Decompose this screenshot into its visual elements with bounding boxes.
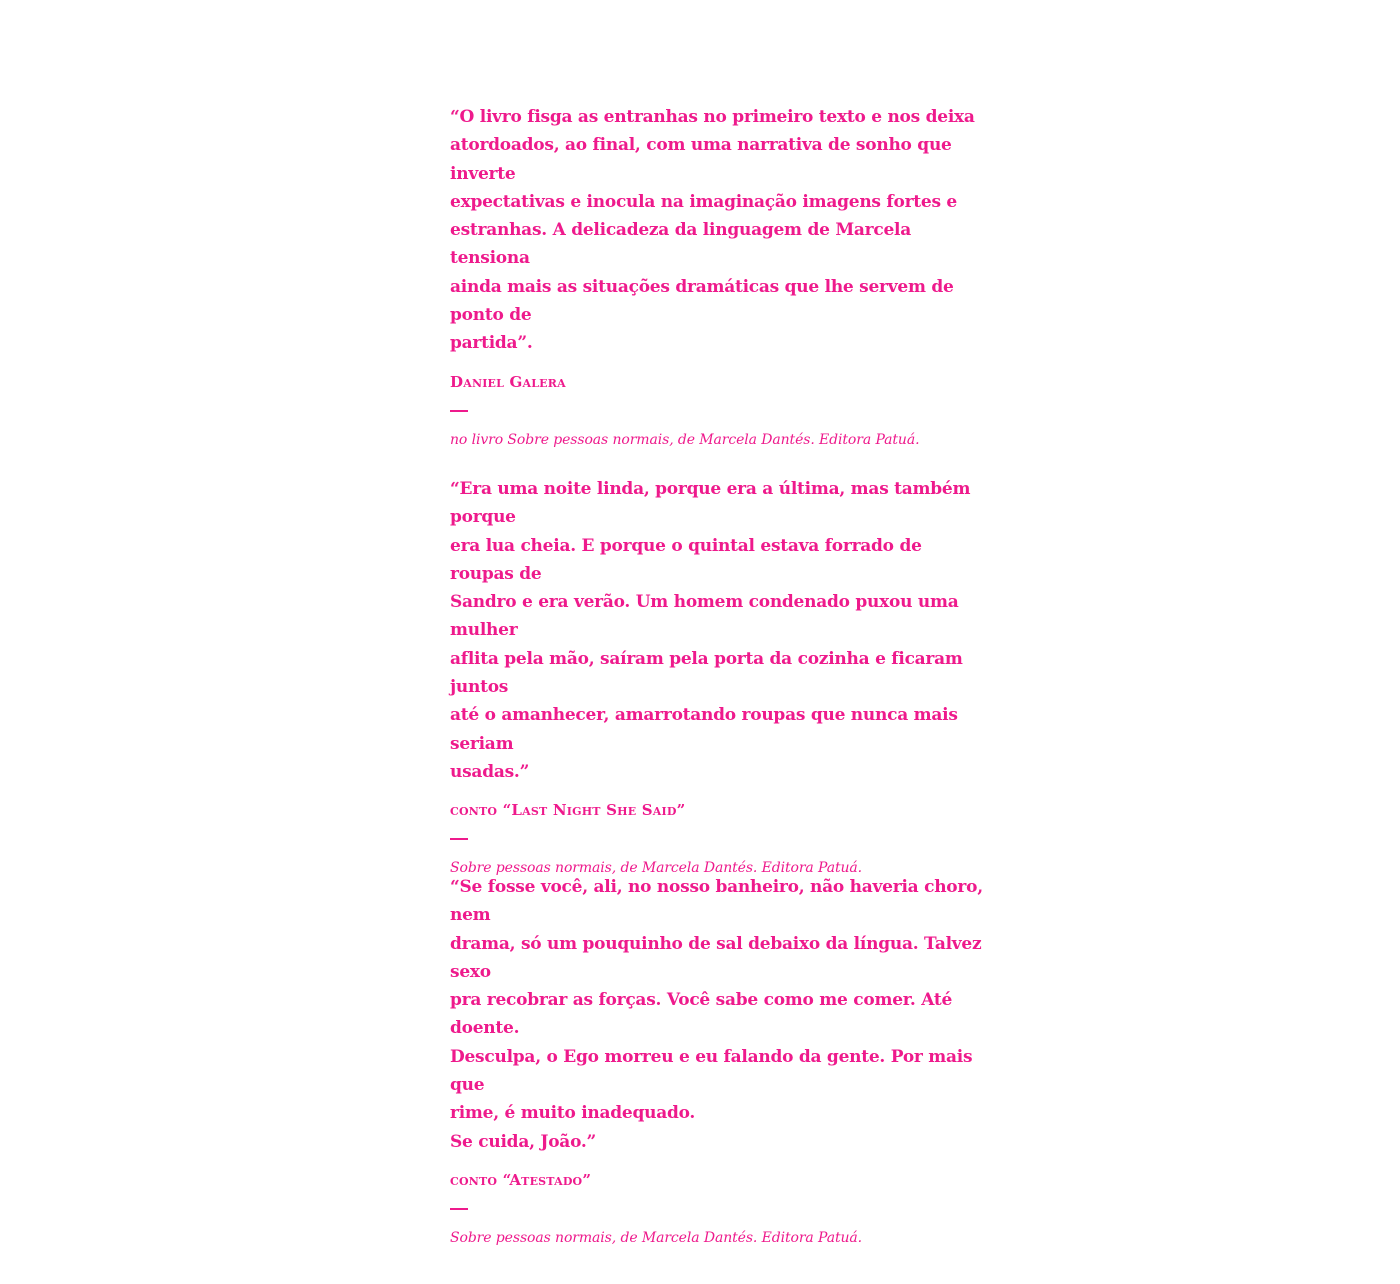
- quote-attribution: Daniel Galera: [450, 372, 566, 391]
- quote-block: [450, 873, 990, 1248]
- quote-block: [450, 103, 990, 450]
- quote-text: “O livro fisga as entranhas no primeiro texto e nos deixa atordoados, ao final, com uma narrativa de sonho que inverte expectativas e inocula na imaginação imagens fortes e estranhas. A delicadeza da linguagem de Marcela tensiona ainda mais as situações dramáticas que lhe servem de ponto de partida”.: [450, 107, 975, 354]
- quote-attribution: conto “Atestado”: [450, 1170, 592, 1189]
- quote-text: “Se fosse você, ali, no nosso banheiro, não haveria choro, nem drama, só um pouquinho de sal debaixo da língua. Talvez sexo pra recobrar as forças. Você sabe como me comer. Até doente. Desculpa, o Ego morreu e eu falando da gente. Por mais que rime, é muito inadequado. Se cuida, João.”: [450, 877, 983, 1152]
- separator-dash: [450, 410, 468, 412]
- quote-block: [450, 475, 990, 878]
- quote-source: Sobre pessoas normais, de Marcela Dantés. Editora Patuá.: [450, 860, 862, 877]
- quote-source: Sobre pessoas normais, de Marcela Dantés. Editora Patuá.: [450, 1229, 862, 1246]
- quote-attribution: conto “Last Night She Said”: [450, 801, 686, 820]
- quote-text: “Era uma noite linda, porque era a última, mas também porque era lua cheia. E porque o quintal estava forrado de roupas de Sandro e era verão. Um homem condenado puxou uma mulher aflita pela mão, saíram pela porta da cozinha e ficaram juntos até o amanhecer, amarrotando roupas que nunca mais seriam usadas.”: [450, 479, 971, 782]
- separator-dash: [450, 838, 468, 840]
- separator-dash: [450, 1208, 468, 1210]
- quote-source: no livro Sobre pessoas normais, de Marcela Dantés. Editora Patuá.: [450, 431, 920, 448]
